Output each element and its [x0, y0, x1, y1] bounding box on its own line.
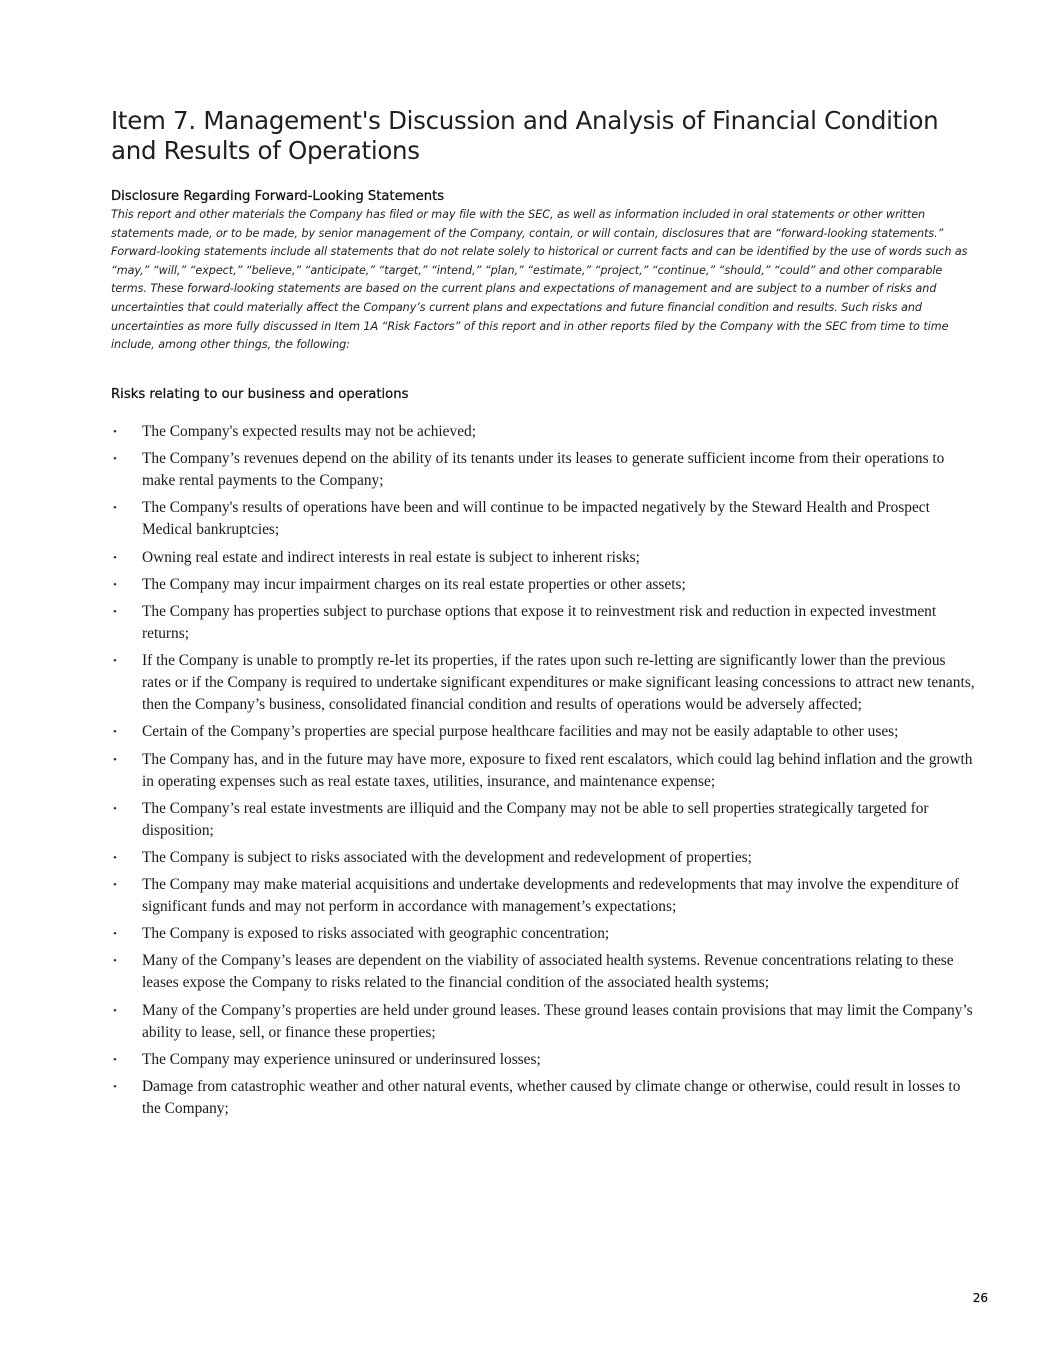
bullet-icon: • — [113, 955, 117, 968]
bullet-icon: • — [113, 726, 117, 739]
risk-item — [111, 650, 976, 716]
risk-text: Many of the Company’s properties are held under ground leases. These ground leases contain provisions that may limit the Company’s ability to lease, sell, or finance these properties; — [142, 1001, 973, 1041]
bullet-icon: • — [113, 879, 117, 892]
bullet-icon: • — [113, 753, 117, 766]
forward-looking-paragraph: This report and other materials the Company has filed or may file with the SEC, as well as information included in oral statements or other written statements made, or to be made, by senior management of the Company, contain, or will contain, disclosures that are “forward-looking statements.” Forward-looking statements include all statements that do not relate solely to historical or current facts and can be identified by the use of words such as “may,” “will,” “expect,” “believe,” “anticipate,” “target,” “intend,” “plan,” “estimate,” “project,” “continue,” “should,” “could” and other comparable terms. These forward-looking statements are based on the current plans and expectations of management and are subject to a number of risks and uncertainties that could materially affect the Company’s current plans and expectations and future financial condition and results. Such risks and uncertainties as more fully discussed in Item 1A “Risk Factors” of this report and in other reports filed by the Company with the SEC from time to time include, among other things, the following: — [111, 208, 968, 352]
bullet-icon: • — [113, 1081, 117, 1093]
risk-item — [111, 497, 976, 541]
risk-item — [111, 721, 976, 743]
bullet-icon: • — [113, 578, 117, 591]
bullet-icon: • — [113, 1053, 117, 1066]
bullet-icon: • — [113, 1004, 117, 1017]
risk-text: The Company is exposed to risks associated with geographic concentration; — [142, 925, 610, 943]
risk-item — [111, 950, 976, 994]
risk-text: Many of the Company’s leases are dependent on the viability of associated health systems. Revenue concentrations relating to these leases expose the Company to risks related to the financial condition of the associated health systems; — [142, 952, 954, 992]
bullet-icon: • — [113, 453, 117, 466]
risk-item — [111, 749, 976, 793]
risk-text: Certain of the Company’s properties are special purpose healthcare facilities and may not be easily adaptable to other uses; — [142, 723, 899, 741]
risk-item — [111, 547, 976, 569]
bullet-icon: • — [113, 426, 117, 438]
risk-text: The Company may make material acquisitions and undertake developments and redevelopments that may involve the expenditure of significant funds and may not perform in accordance with management’s expectations; — [142, 876, 960, 916]
risk-item — [111, 798, 976, 842]
risk-item — [111, 923, 976, 945]
forward-looking-heading: Disclosure Regarding Forward-Looking Statements — [111, 189, 445, 204]
section-title: Item 7. Management's Discussion and Analysis of Financial Condition and Results of Operations — [111, 106, 939, 165]
bullet-icon: • — [113, 605, 117, 618]
risk-text: The Company may experience uninsured or underinsured losses; — [142, 1050, 541, 1068]
risk-list — [111, 421, 976, 1125]
risk-text: The Company's expected results may not be achieved; — [142, 423, 476, 440]
risk-text: Owning real estate and indirect interests in real estate is subject to inherent risks; — [142, 548, 640, 566]
risk-text: The Company's results of operations have been and will continue to be impacted negatively by the Steward Health and Prospect Medical bankruptcies; — [142, 499, 930, 539]
risk-item — [111, 421, 976, 443]
risk-item — [111, 874, 976, 918]
page-number: 26 — [972, 1291, 988, 1305]
risk-text: If the Company is unable to promptly re-let its properties, if the rates upon such re-letting are significantly lower than the previous rates or if the Company is required to undertake significant expenditures or make significant leasing concessions to attract new tenants, then the Company’s business, consolidated financial condition and results of operations would be adversely affected; — [142, 652, 975, 714]
risks-heading: Risks relating to our business and operations — [111, 387, 409, 402]
risk-item — [111, 574, 976, 596]
risk-text: The Company’s real estate investments are illiquid and the Company may not be able to sell properties strategically targeted for disposition; — [142, 799, 929, 839]
bullet-icon: • — [113, 551, 117, 564]
risk-item — [111, 1076, 976, 1120]
risk-text: The Company is subject to risks associated with the development and redevelopment of properties; — [142, 848, 752, 866]
bullet-icon: • — [113, 851, 117, 864]
risk-item — [111, 1049, 976, 1071]
bullet-icon: • — [113, 802, 117, 815]
risk-item — [111, 847, 976, 869]
risk-item — [111, 448, 976, 492]
risk-text: The Company has properties subject to purchase options that expose it to reinvestment risk and reduction in expected investment returns; — [142, 602, 937, 642]
bullet-icon: • — [113, 655, 117, 668]
risk-item — [111, 1000, 976, 1044]
risk-text: The Company may incur impairment charges on its real estate properties or other assets; — [142, 575, 686, 593]
risk-text: The Company has, and in the future may have more, exposure to fixed rent escalators, which could lag behind inflation and the growth in operating expenses such as real estate taxes, utilities, insurance, and maintenance expense; — [142, 750, 973, 790]
risk-text: The Company’s revenues depend on the ability of its tenants under its leases to generate sufficient income from their operations to make rental payments to the Company; — [142, 450, 945, 490]
risk-item — [111, 601, 976, 645]
bullet-icon: • — [113, 502, 117, 515]
risk-text: Damage from catastrophic weather and other natural events, whether caused by climate change or otherwise, could result in losses to the Company; — [142, 1078, 961, 1117]
bullet-icon: • — [113, 928, 117, 941]
